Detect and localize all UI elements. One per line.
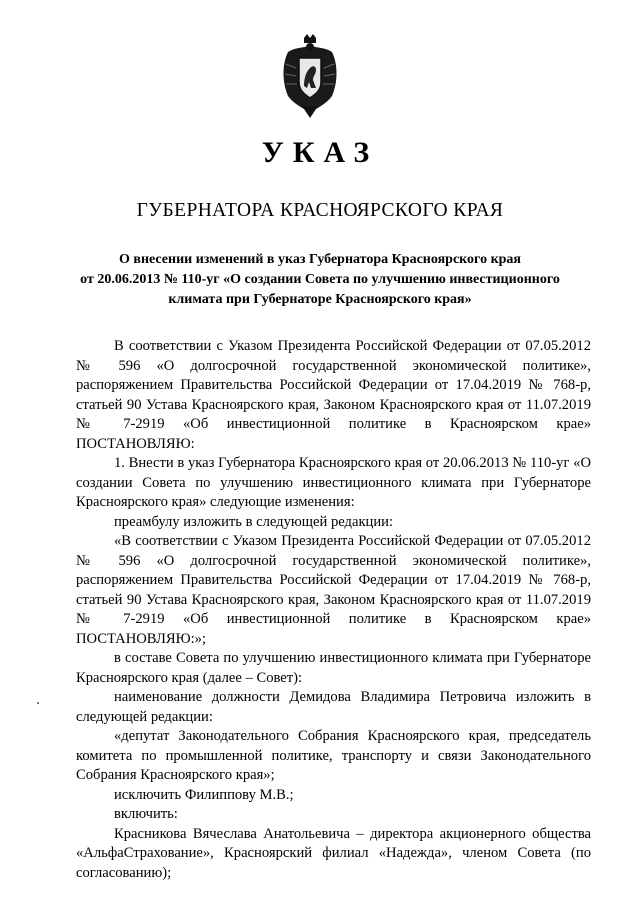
paragraph: в составе Совета по улучшению инвестиционного климата при Губернаторе Красноярского края (далее – Совет): — [76, 650, 591, 686]
paragraph: преамбулу изложить в следующей редакции: — [114, 513, 394, 530]
subject-line: О внесении изменений в указ Губернатора Красноярского края — [119, 252, 521, 267]
coat-of-arms-icon — [280, 34, 340, 118]
paragraph: «В соответствии с Указом Президента Российской Федерации от 07.05.2012 № 596 «О долгосрочной государственной экономической политике», распоряжением Правительства Российской Федерации от 17.04.2019 № 768-р, статьей 90 Устава Красноярского края, Законом Красноярского края от 11.07.2019 № 7-2919 «Об инвестиционной политике в Красноярском крае» ПОСТАНОВЛЯЮ:»; — [76, 533, 591, 647]
paragraph: В соответствии с Указом Президента Российской Федерации от 07.05.2012 № 596 «О долгосрочной государственной экономической политике», распоряжением Правительства Российской Федерации от 17.04.2019 № 768-р, статьей 90 Устава Красноярского края, Законом Красноярского края от 11.07.2019 № 7-2919 «Об инвестиционной политике в Красноярском крае» ПОСТАНОВЛЯЮ: — [76, 338, 591, 452]
decree-body — [76, 337, 591, 883]
paragraph: 1. Внести в указ Губернатора Красноярского края от 20.06.2013 № 110-уг «О создании Совета по улучшению инвестиционного климата при Губернаторе Красноярского края» следующие изменения: — [76, 455, 591, 510]
paragraph: исключить Филиппову М.В.; — [114, 786, 294, 803]
subject-line: от 20.06.2013 № 110-уг «О создании Совета по улучшению инвестиционного — [80, 272, 560, 287]
paragraph: наименование должности Демидова Владимира Петровича изложить в следующей редакции: — [76, 689, 591, 725]
paragraph: Красникова Вячеслава Анатольевича – директора акционерного общества «АльфаСтрахование», Красноярский филиал «Надежда», членом Совета (по согласованию); — [76, 825, 591, 881]
decree-subject — [60, 250, 580, 310]
paragraph: «депутат Законодательного Собрания Красноярского края, председатель комитета по промышленной политике, транспорту и связи Законодательного Собрания Красноярского края»; — [76, 728, 591, 783]
document-type-title: УКАЗ — [261, 136, 379, 169]
subject-line: климата при Губернаторе Красноярского края» — [168, 292, 472, 307]
paragraph: включить: — [114, 806, 178, 822]
issuer-title: ГУБЕРНАТОРА КРАСНОЯРСКОГО КРАЯ — [136, 200, 504, 221]
scan-speck — [37, 702, 39, 704]
